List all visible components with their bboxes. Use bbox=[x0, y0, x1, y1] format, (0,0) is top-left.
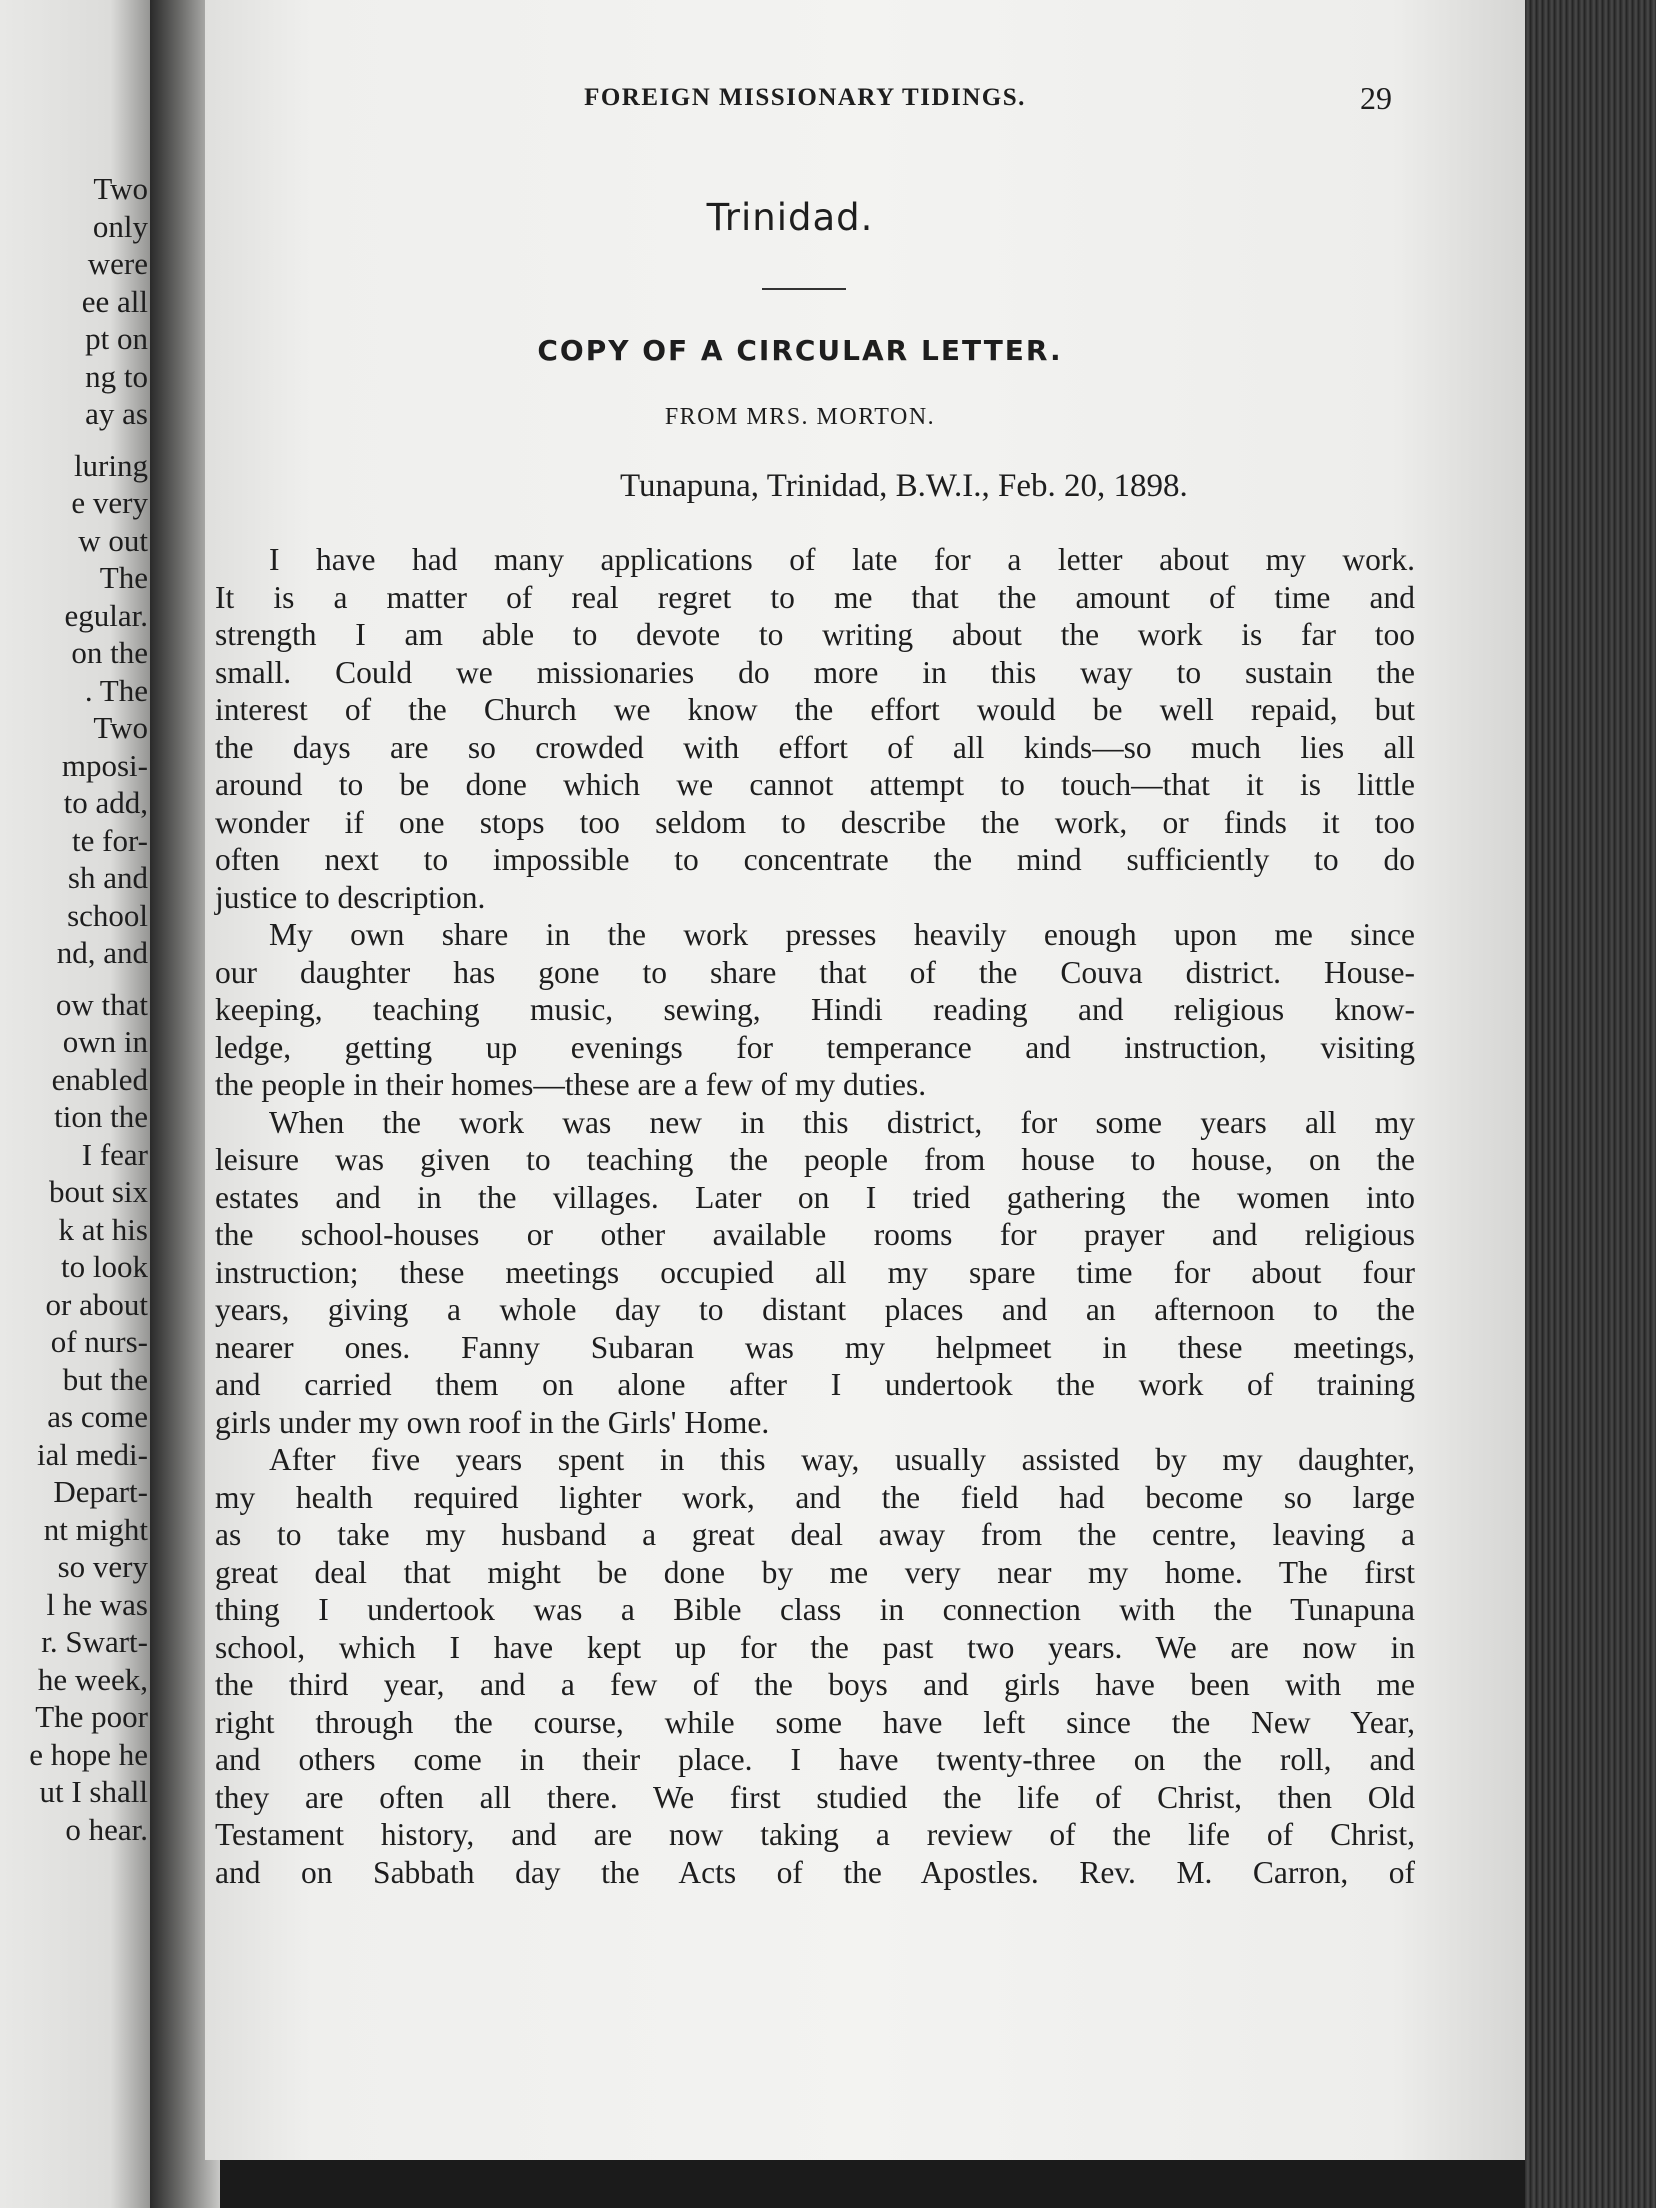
byline: FROM MRS. MORTON. bbox=[664, 404, 936, 430]
paragraph bbox=[215, 916, 1415, 1104]
text-line: years, giving a whole day to distant places and an afternoon to the bbox=[215, 1292, 1415, 1327]
text-line: keeping, teaching music, sewing, Hindi reading and religious know- bbox=[215, 992, 1415, 1027]
text-line: our daughter has gone to share that of the Couva district. House- bbox=[215, 954, 1415, 990]
letter-body bbox=[215, 541, 1415, 1891]
facing-page-line: but the bbox=[62, 1361, 148, 1397]
text-line: leisure was given to teaching the people from house to house, on the bbox=[215, 1142, 1415, 1177]
text-line: interest of the Church we know the effort would be well repaid, but bbox=[215, 692, 1415, 727]
facing-page-line: ut I shall bbox=[39, 1774, 148, 1809]
text-line: wonder if one stops too seldom to describe the work, or finds it too bbox=[215, 804, 1415, 840]
facing-page-line: own in bbox=[62, 1024, 148, 1059]
facing-page bbox=[0, 0, 170, 2208]
text-line: I have had many applications of late for a letter about my work. bbox=[269, 542, 1415, 577]
text-line: girls under my own roof in the Girls' Home. bbox=[215, 1404, 770, 1440]
text-line: When the work was new in this district, for some years all my bbox=[269, 1104, 1415, 1140]
facing-page-line: enabled bbox=[51, 1061, 148, 1097]
text-line: great deal that might be done by me very near my home. The first bbox=[215, 1554, 1415, 1590]
facing-page-line: school bbox=[67, 897, 148, 933]
facing-page-line: ay as bbox=[85, 396, 148, 431]
text-line: estates and in the villages. Later on I tried gathering the women into bbox=[215, 1179, 1415, 1215]
facing-page-line: as come bbox=[47, 1399, 148, 1434]
text-line: my health required lighter work, and the field had become so large bbox=[215, 1479, 1415, 1515]
text-line: Testament history, and are now taking a review of the life of Christ, bbox=[215, 1817, 1415, 1852]
facing-page-line: luring bbox=[73, 447, 148, 483]
facing-page-line: ow that bbox=[55, 986, 148, 1022]
facing-page-gap bbox=[0, 972, 148, 986]
facing-page-line: Depart- bbox=[53, 1474, 148, 1509]
text-line: My own share in the work presses heavily enough upon me since bbox=[269, 917, 1415, 952]
facing-page-line: to add, bbox=[63, 785, 148, 820]
facing-page-line: . The bbox=[84, 672, 148, 708]
facing-page-line: w out bbox=[78, 522, 148, 558]
page-number: 29 bbox=[1360, 80, 1392, 116]
facing-page-line: pt on bbox=[85, 321, 148, 356]
letter-subtitle: COPY OF A CIRCULAR LETTER. bbox=[537, 334, 1063, 367]
facing-page-line: ee all bbox=[81, 283, 148, 319]
text-line: strength I am able to devote to writing about the work is far too bbox=[215, 617, 1415, 652]
facing-page-line: e very bbox=[71, 485, 148, 520]
text-line: thing I undertook was a Bible class in connection with the Tunapuna bbox=[215, 1592, 1415, 1627]
text-line: around to be done which we cannot attempt to touch—that it is little bbox=[215, 767, 1415, 802]
facing-page-line: k at his bbox=[58, 1211, 148, 1247]
facing-page-line: ial medi- bbox=[36, 1436, 148, 1472]
facing-page-line: ng to bbox=[85, 358, 148, 394]
facing-page-line: only bbox=[92, 208, 148, 244]
text-line: instruction; these meetings occupied all my spare time for about four bbox=[215, 1254, 1415, 1290]
facing-page-text bbox=[0, 170, 148, 1848]
text-line: the school-houses or other available rooms for prayer and religious bbox=[215, 1217, 1415, 1252]
text-line: often next to impossible to concentrate the mind sufficiently to do bbox=[215, 842, 1415, 877]
facing-page-line: I fear bbox=[81, 1136, 148, 1172]
facing-page-line: were bbox=[87, 246, 148, 281]
facing-page-line: nd, and bbox=[56, 935, 148, 970]
text-line: and carried them on alone after I undertook the work of training bbox=[215, 1367, 1415, 1402]
facing-page-line: or about bbox=[45, 1286, 148, 1322]
facing-page-line: The poor bbox=[35, 1699, 148, 1734]
facing-page-line: bout six bbox=[48, 1174, 148, 1209]
facing-page-line: egular. bbox=[64, 597, 148, 633]
facing-page-line: Two bbox=[93, 710, 148, 745]
facing-page-line: l he was bbox=[46, 1586, 148, 1622]
text-line: After five years spent in this way, usually assisted by my daughter, bbox=[269, 1442, 1415, 1477]
text-line: and others come in their place. I have twenty-three on the roll, and bbox=[215, 1742, 1415, 1777]
text-line: ledge, getting up evenings for temperance and instruction, visiting bbox=[215, 1029, 1415, 1065]
facing-page-line: te for- bbox=[72, 822, 148, 858]
title-rule bbox=[762, 288, 846, 290]
facing-page-line: o hear. bbox=[65, 1811, 148, 1847]
paragraph bbox=[215, 541, 1415, 916]
facing-page-line: he week, bbox=[37, 1661, 148, 1697]
text-line: as to take my husband a great deal away from the centre, leaving a bbox=[215, 1517, 1415, 1552]
dateline: Tunapuna, Trinidad, B.W.I., Feb. 20, 1898. bbox=[620, 468, 1188, 504]
facing-page-line: on the bbox=[71, 635, 148, 670]
text-line: school, which I have kept up for the past two years. We are now in bbox=[215, 1629, 1415, 1665]
page-edges bbox=[1525, 0, 1656, 2208]
facing-page-line: sh and bbox=[67, 860, 148, 895]
text-line: It is a matter of real regret to me that the amount of time and bbox=[215, 579, 1415, 615]
facing-page-line: mposi- bbox=[61, 747, 148, 783]
facing-page-line: The bbox=[99, 560, 148, 595]
facing-page-line: Two bbox=[93, 171, 148, 206]
running-head: FOREIGN MISSIONARY TIDINGS. bbox=[584, 84, 1026, 111]
paragraph bbox=[215, 1441, 1415, 1891]
facing-page-line: to look bbox=[61, 1249, 148, 1284]
facing-page-line: of nurs- bbox=[50, 1324, 148, 1359]
text-line: they are often all there. We first studied the life of Christ, then Old bbox=[215, 1779, 1415, 1815]
paragraph bbox=[215, 1104, 1415, 1442]
text-line: justice to description. bbox=[215, 879, 486, 915]
text-line: and on Sabbath day the Acts of the Apostles. Rev. M. Carron, of bbox=[215, 1854, 1415, 1890]
text-line: small. Could we missionaries do more in this way to sustain the bbox=[215, 654, 1415, 690]
text-line: right through the course, while some have left since the New Year, bbox=[215, 1704, 1415, 1740]
text-line: the third year, and a few of the boys and girls have been with me bbox=[215, 1667, 1415, 1702]
facing-page-line: so very bbox=[57, 1549, 148, 1584]
facing-page-gap bbox=[0, 433, 148, 447]
facing-page-line: tion the bbox=[54, 1099, 148, 1134]
text-line: the people in their homes—these are a few of my duties. bbox=[215, 1067, 927, 1102]
text-line: nearer ones. Fanny Subaran was my helpmeet in these meetings, bbox=[215, 1329, 1415, 1365]
facing-page-line: nt might bbox=[43, 1511, 148, 1547]
article-title: Trinidad. bbox=[706, 196, 874, 239]
text-line: the days are so crowded with effort of all kinds—so much lies all bbox=[215, 729, 1415, 765]
facing-page-line: r. Swart- bbox=[41, 1624, 148, 1659]
facing-page-line: e hope he bbox=[29, 1736, 148, 1772]
